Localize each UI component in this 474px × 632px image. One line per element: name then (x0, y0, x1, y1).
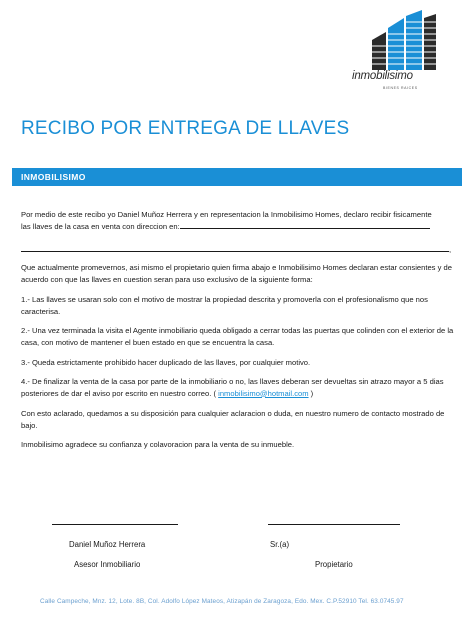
section-banner (12, 168, 462, 186)
intro-paragraph (21, 209, 455, 232)
section-label: INMOBILISIMO (21, 172, 86, 182)
signer-name-left: Daniel Muñoz Herrera (69, 540, 146, 549)
paragraph-agreement: Que actualmente promevernos, asi mismo el propietario quien firma abajo e Inmobilisimo Homes declaran estar consientes y de acuerdo con que las llaves en cuestion seran para uso exclusivo de la siguiente forma: (21, 263, 452, 284)
address-blank-line-2 (21, 244, 452, 254)
list-item-4-end: ) (308, 388, 314, 398)
list-item-4-text: 4.- De finalizar la venta de la casa por parte de la inmobiliario o no, las llaves deberan ser devueltas sin atrazo mayor a 5 dias posteriores de dar el aviso por escrito en nuestro correo. ( (21, 377, 444, 398)
paragraph-thanks: Inmobilisimo agradece su confianza y colavoracion para la venta de su inmueble. (21, 440, 295, 449)
logo-tagline: BIENES RAICES (383, 86, 418, 90)
list-item-2: 2.- Una vez terminada la visita el Agente inmobiliario queda obligado a cerrar todas las puertas que colinden con el exterior de la casa, con motivo de mantener el buen estado en que se encuentra la casa. (21, 326, 454, 347)
signer-role-left: Asesor Inmobiliario (74, 560, 141, 569)
intro-line-2-text: las llaves de la casa en venta con direccion en: (21, 221, 180, 231)
list-item-1: 1.- Las llaves se usaran solo con el motivo de mostrar la propiedad descrita y promoverla con el profesionalismo que nos caracterisa. (21, 295, 428, 316)
address-continuation (21, 244, 455, 256)
logo-wordmark: inmobilisimo (352, 70, 413, 82)
email-link[interactable]: inmobilisimo@hotmail.com (218, 388, 309, 398)
paragraph-contact: Con esto aclarado, quedamos a su disposición para cualquier aclaracion o duda, en nuestro numero de contacto mostrado de bajo. (21, 409, 445, 430)
signature-line-right (268, 524, 400, 525)
document-title: RECIBO POR ENTREGA DE LLAVES (21, 118, 350, 139)
signer-role-right: Propietario (315, 560, 353, 569)
list-item-4 (21, 376, 455, 399)
footer-address: Calle Campeche, Mnz. 12, Lote. 8B, Col. Adolfo López Mateos, Atizapán de Zaragoza, Edo. Mex. C.P.52910 Tel. 63.0745.97 (40, 598, 404, 605)
signature-line-left (52, 524, 178, 525)
address-blank-line (180, 221, 430, 229)
list-item-3: 3.- Queda estrictamente prohibido hacer duplicado de las llaves, por cualquier motivo. (21, 358, 311, 367)
intro-line-2 (21, 221, 455, 233)
signer-name-right: Sr.(a) (270, 540, 290, 549)
trailing-mark: , (449, 245, 452, 254)
intro-line-1: Por medio de este recibo yo Daniel Muñoz Herrera y en representacion la Inmobilisimo Homes, declaro recibir fisicamente (21, 210, 432, 219)
building-logo-icon (352, 10, 438, 72)
